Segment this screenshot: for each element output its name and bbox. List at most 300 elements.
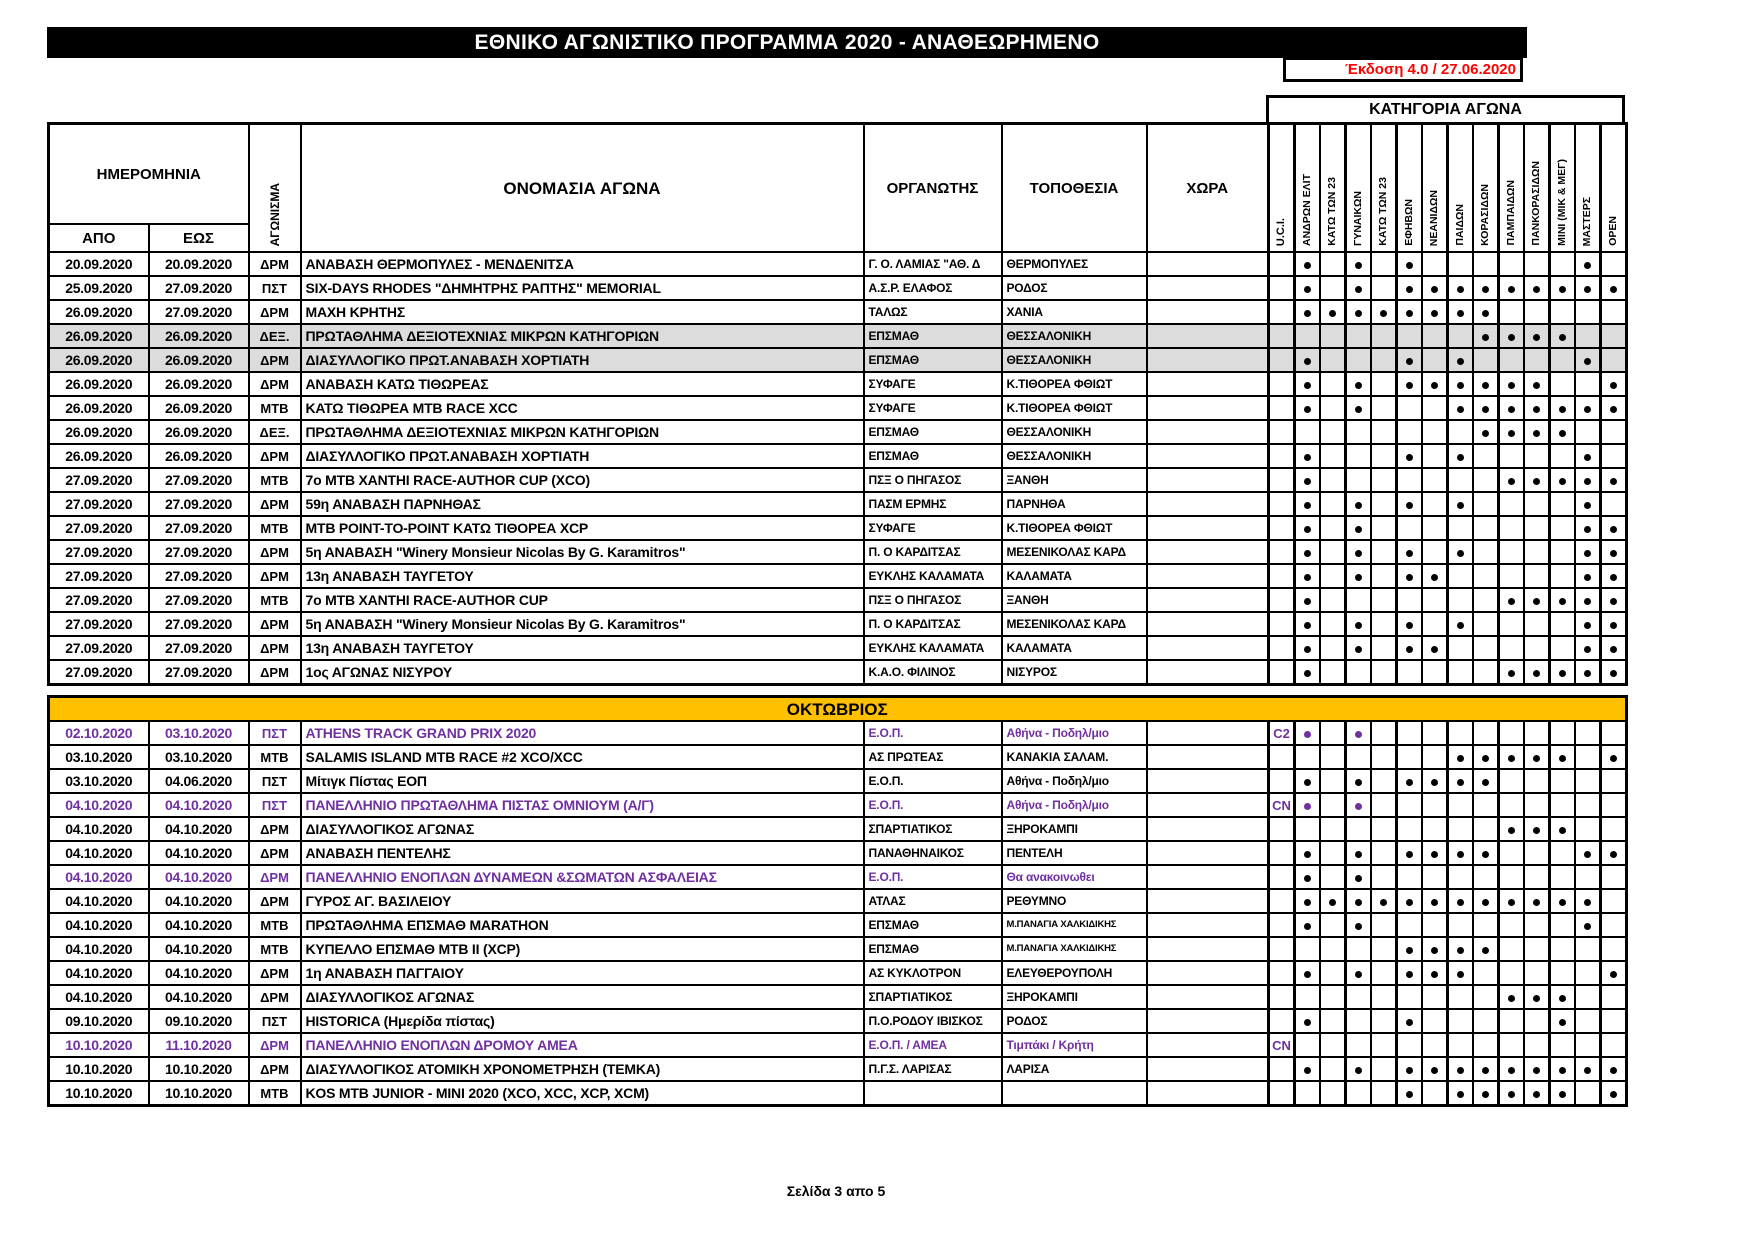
location-cell: ΜΕΣΕΝΙΚΟΛΑΣ ΚΑΡΔ (1002, 540, 1147, 564)
uci-code-cell (1269, 1081, 1295, 1106)
event-type-cell: ΔΡΜ (249, 1033, 301, 1057)
category-cell (1320, 817, 1346, 841)
category-dot (1482, 406, 1489, 413)
category-dot (1431, 947, 1438, 954)
category-cell (1371, 889, 1397, 913)
race-row (49, 1057, 1627, 1081)
category-cell (1524, 396, 1550, 420)
category-dot (1559, 670, 1566, 677)
country-cell (1147, 865, 1269, 889)
category-dot (1533, 598, 1540, 605)
race-name-cell: 5η ΑΝΑΒΑΣΗ "Winery Monsieur Nicolas By G. Karamitros" (301, 612, 864, 636)
category-dot (1431, 971, 1438, 978)
category-cell (1422, 1009, 1448, 1033)
category-cell (1422, 865, 1448, 889)
location-cell: ΘΕΣΣΑΛΟΝΙΚΗ (1002, 444, 1147, 468)
category-header-4: ΕΦΗΒΩΝ (1397, 124, 1423, 253)
country-cell (1147, 961, 1269, 985)
date-to-cell: 26.09.2020 (149, 348, 249, 372)
category-cell (1397, 444, 1423, 468)
category-dot (1508, 382, 1515, 389)
category-cell (1473, 865, 1499, 889)
category-cell (1320, 937, 1346, 961)
category-dot (1584, 598, 1591, 605)
category-cell (1524, 937, 1550, 961)
organizer-cell: Π. Ο ΚΑΡΔΙΤΣΑΣ (864, 540, 1002, 564)
category-dot (1533, 670, 1540, 677)
category-cell (1448, 276, 1474, 300)
location-cell: ΘΕΣΣΑΛΟΝΙΚΗ (1002, 324, 1147, 348)
category-cell (1473, 937, 1499, 961)
category-dot (1533, 995, 1540, 1002)
race-name-cell: 13η ΑΝΑΒΑΣΗ ΤΑΥΓΕΤΟΥ (301, 636, 864, 660)
uci-code-cell (1269, 564, 1295, 588)
category-cell (1397, 1057, 1423, 1081)
category-group-header: ΚΑΤΗΓΟΡΙΑ ΑΓΩΝΑ (1266, 95, 1625, 125)
country-cell (1147, 324, 1269, 348)
category-cell (1448, 817, 1474, 841)
category-cell (1397, 1009, 1423, 1033)
date-from-cell: 04.10.2020 (49, 985, 149, 1009)
category-cell (1550, 564, 1576, 588)
organizer-cell: ΕΥΚΛΗΣ ΚΑΛΑΜΑΤΑ (864, 564, 1002, 588)
category-cell (1550, 372, 1576, 396)
category-cell (1397, 324, 1423, 348)
category-cell (1320, 252, 1346, 276)
category-cell (1550, 721, 1576, 745)
category-dot (1482, 382, 1489, 389)
organizer-cell: Ε.Ο.Π. (864, 793, 1002, 817)
race-row (49, 817, 1627, 841)
category-cell (1499, 564, 1525, 588)
category-cell (1448, 540, 1474, 564)
organizer-cell: ΕΠΣΜΑΘ (864, 348, 1002, 372)
category-dot (1584, 899, 1591, 906)
category-dot (1610, 574, 1617, 581)
date-from-cell: 03.10.2020 (49, 769, 149, 793)
category-header-5: ΝΕΑΝΙΔΩΝ (1422, 124, 1448, 253)
date-from-cell: 27.09.2020 (49, 540, 149, 564)
category-cell (1575, 721, 1601, 745)
category-cell (1575, 889, 1601, 913)
category-cell (1550, 745, 1576, 769)
category-dot (1431, 851, 1438, 858)
category-cell (1371, 913, 1397, 937)
category-cell (1473, 444, 1499, 468)
category-cell (1397, 660, 1423, 685)
event-type-cell: ΔΡΜ (249, 252, 301, 276)
category-cell (1295, 769, 1321, 793)
date-to-cell: 04.10.2020 (149, 913, 249, 937)
category-cell (1499, 793, 1525, 817)
category-dot (1559, 478, 1566, 485)
category-cell (1550, 324, 1576, 348)
category-cell (1295, 1033, 1321, 1057)
event-type-cell: ΔΡΜ (249, 564, 301, 588)
race-name-cell: 7ο ΜΤΒ XANTHI RACE-AUTHOR CUP (301, 588, 864, 612)
category-cell (1295, 636, 1321, 660)
category-dot (1584, 262, 1591, 269)
event-type-cell: ΠΣΤ (249, 276, 301, 300)
event-type-cell: ΔΡΜ (249, 492, 301, 516)
category-dot (1406, 1067, 1413, 1074)
uci-code-cell (1269, 348, 1295, 372)
location-cell: Τιμπάκι / Κρήτη (1002, 1033, 1147, 1057)
date-to-cell: 26.09.2020 (149, 324, 249, 348)
category-cell (1371, 961, 1397, 985)
category-cell (1422, 324, 1448, 348)
category-cell (1601, 612, 1627, 636)
category-dot (1380, 310, 1387, 317)
category-cell (1524, 865, 1550, 889)
event-type-cell: ΜΤΒ (249, 1081, 301, 1106)
category-cell (1346, 1033, 1372, 1057)
date-to-cell: 27.09.2020 (149, 564, 249, 588)
category-dot (1584, 923, 1591, 930)
category-cell (1295, 372, 1321, 396)
organizer-cell: ΠΣΞ Ο ΠΗΓΑΣΟΣ (864, 588, 1002, 612)
category-dot (1431, 779, 1438, 786)
uci-code-cell (1269, 276, 1295, 300)
category-cell (1346, 841, 1372, 865)
race-row (49, 985, 1627, 1009)
category-cell (1601, 1081, 1627, 1106)
category-cell (1575, 612, 1601, 636)
category-cell (1601, 492, 1627, 516)
category-dot (1355, 1067, 1362, 1074)
country-cell (1147, 348, 1269, 372)
organizer-cell: Ε.Ο.Π. / ΑΜΕΑ (864, 1033, 1002, 1057)
category-dot (1559, 1091, 1566, 1098)
date-from-cell: 26.09.2020 (49, 372, 149, 396)
category-cell (1397, 793, 1423, 817)
category-dot (1304, 286, 1311, 293)
category-cell (1448, 564, 1474, 588)
category-cell (1295, 961, 1321, 985)
location-cell: Αθήνα - Ποδηλ/μιο (1002, 769, 1147, 793)
race-name-cell: ΑΝΑΒΑΣΗ ΠΕΝΤΕΛΗΣ (301, 841, 864, 865)
category-dot (1304, 971, 1311, 978)
category-cell (1397, 937, 1423, 961)
date-to-cell: 03.10.2020 (149, 721, 249, 745)
category-dot (1533, 827, 1540, 834)
organizer-cell: ΕΠΣΜΑΘ (864, 420, 1002, 444)
category-cell (1524, 516, 1550, 540)
category-cell (1320, 636, 1346, 660)
page-title: ΕΘΝΙΚΟ ΑΓΩΝΙΣΤΙΚΟ ΠΡΟΓΡΑΜΜΑ 2020 - ΑΝΑΘΕΩΡΗΜΕΝΟ (47, 27, 1527, 58)
september-schedule-table (47, 122, 1628, 686)
date-to-cell: 04.10.2020 (149, 865, 249, 889)
race-row (49, 276, 1627, 300)
category-cell (1499, 1033, 1525, 1057)
location-cell (1002, 1081, 1147, 1106)
category-cell (1422, 300, 1448, 324)
category-cell (1601, 817, 1627, 841)
organizer-cell: Ε.Ο.Π. (864, 721, 1002, 745)
category-cell (1320, 372, 1346, 396)
category-cell (1473, 1009, 1499, 1033)
race-name-cell: ΔΙΑΣΥΛΛΟΓΙΚΟΣ ΑΤΟΜΙΚΗ ΧΡΟΝΟΜΕΤΡΗΣΗ (ΤΕΜΚΑ) (301, 1057, 864, 1081)
category-cell (1524, 1081, 1550, 1106)
category-cell (1601, 913, 1627, 937)
category-cell (1473, 300, 1499, 324)
category-cell (1550, 865, 1576, 889)
category-cell (1524, 300, 1550, 324)
category-cell (1295, 913, 1321, 937)
category-cell (1448, 396, 1474, 420)
country-cell (1147, 721, 1269, 745)
category-dot (1304, 310, 1311, 317)
country-cell (1147, 540, 1269, 564)
category-cell (1320, 841, 1346, 865)
category-cell (1448, 769, 1474, 793)
race-name-cell: ΠΡΩΤΑΘΛΗΜΑ ΔΕΞΙΟΤΕΧΝΙΑΣ ΜΙΚΡΩΝ ΚΑΤΗΓΟΡΙΩΝ (301, 420, 864, 444)
category-cell (1371, 372, 1397, 396)
category-dot (1406, 646, 1413, 653)
category-cell (1346, 468, 1372, 492)
location-cell: Μ.ΠΑΝΑΓΙΑ ΧΑΛΚΙΔΙΚΗΣ (1002, 913, 1147, 937)
date-from-cell: 26.09.2020 (49, 396, 149, 420)
event-type-cell: ΔΡΜ (249, 660, 301, 685)
event-type-cell: ΠΣΤ (249, 721, 301, 745)
location-cell: ΠΕΝΤΕΛΗ (1002, 841, 1147, 865)
category-dot (1457, 779, 1464, 786)
category-cell (1346, 348, 1372, 372)
category-cell (1550, 636, 1576, 660)
category-cell (1473, 1033, 1499, 1057)
race-row (49, 793, 1627, 817)
category-cell (1448, 636, 1474, 660)
organizer-cell: Ε.Ο.Π. (864, 865, 1002, 889)
category-cell (1448, 348, 1474, 372)
category-dot (1355, 550, 1362, 557)
race-name-cell: ΠΑΝΕΛΛΗΝΙΟ ΕΝΟΠΛΩΝ ΔΡΟΜΟΥ ΑΜΕΑ (301, 1033, 864, 1057)
uci-code-cell (1269, 913, 1295, 937)
category-dot (1584, 670, 1591, 677)
month-banner: ΟΚΤΩΒΡΙΟΣ (49, 697, 1627, 722)
organizer-cell: Κ.Α.Ο. ΦΙΛΙΝΟΣ (864, 660, 1002, 685)
category-cell (1473, 660, 1499, 685)
category-cell (1575, 660, 1601, 685)
category-cell (1550, 937, 1576, 961)
category-cell (1422, 745, 1448, 769)
organizer-cell: ΣΥΦΑΓΕ (864, 516, 1002, 540)
category-cell (1499, 300, 1525, 324)
category-cell (1448, 300, 1474, 324)
category-dot (1329, 899, 1336, 906)
event-type-cell: ΔΡΜ (249, 985, 301, 1009)
category-cell (1371, 721, 1397, 745)
category-cell (1320, 1033, 1346, 1057)
category-cell (1320, 913, 1346, 937)
category-dot (1508, 755, 1515, 762)
race-name-cell: ΔΙΑΣΥΛΛΟΓΙΚΟ ΠΡΩΤ.ΑΝΑΒΑΣΗ ΧΟΡΤΙΑΤΗ (301, 444, 864, 468)
organizer-cell: Π. Ο ΚΑΡΔΙΤΣΑΣ (864, 612, 1002, 636)
category-cell (1371, 817, 1397, 841)
category-cell (1448, 492, 1474, 516)
category-cell (1320, 769, 1346, 793)
category-cell (1575, 745, 1601, 769)
country-cell (1147, 588, 1269, 612)
category-cell (1422, 252, 1448, 276)
race-row (49, 492, 1627, 516)
category-cell (1295, 817, 1321, 841)
category-cell (1550, 1057, 1576, 1081)
event-type-cell: ΔΡΜ (249, 540, 301, 564)
category-cell (1499, 841, 1525, 865)
race-row (49, 372, 1627, 396)
race-row (49, 564, 1627, 588)
category-cell (1601, 745, 1627, 769)
category-cell (1371, 612, 1397, 636)
category-dot (1406, 262, 1413, 269)
category-cell (1320, 420, 1346, 444)
category-cell (1550, 276, 1576, 300)
category-dot (1406, 550, 1413, 557)
location-cell: ΘΕΡΜΟΠΥΛΕΣ (1002, 252, 1147, 276)
category-cell (1397, 492, 1423, 516)
date-to-cell: 27.09.2020 (149, 540, 249, 564)
country-cell (1147, 372, 1269, 396)
category-dot (1304, 670, 1311, 677)
category-cell (1397, 516, 1423, 540)
uci-code-cell (1269, 516, 1295, 540)
race-name-cell: ΔΙΑΣΥΛΛΟΓΙΚΟΣ ΑΓΩΝΑΣ (301, 817, 864, 841)
category-cell (1575, 636, 1601, 660)
location-cell: Μ.ΠΑΝΑΓΙΑ ΧΑΛΚΙΔΙΚΗΣ (1002, 937, 1147, 961)
category-dot (1406, 779, 1413, 786)
category-cell (1601, 636, 1627, 660)
race-row (49, 300, 1627, 324)
category-dot (1533, 1091, 1540, 1098)
category-cell (1550, 468, 1576, 492)
category-cell (1346, 793, 1372, 817)
race-name-cell: ΚΥΠΕΛΛΟ ΕΠΣΜΑΘ ΜΤΒ ΙΙ (XCP) (301, 937, 864, 961)
category-dot (1482, 779, 1489, 786)
category-cell (1473, 1081, 1499, 1106)
category-cell (1397, 420, 1423, 444)
organizer-cell: Π.Ο.ΡΟΔΟΥ ΙΒΙΣΚΟΣ (864, 1009, 1002, 1033)
category-dot (1406, 310, 1413, 317)
category-cell (1448, 841, 1474, 865)
category-cell (1422, 492, 1448, 516)
category-dot (1508, 406, 1515, 413)
category-cell (1575, 985, 1601, 1009)
category-cell (1473, 636, 1499, 660)
category-cell (1422, 937, 1448, 961)
race-row (49, 324, 1627, 348)
category-cell (1448, 516, 1474, 540)
category-cell (1320, 564, 1346, 588)
category-dot (1610, 670, 1617, 677)
category-cell (1575, 841, 1601, 865)
category-cell (1422, 396, 1448, 420)
date-from-cell: 26.09.2020 (49, 300, 149, 324)
category-cell (1575, 540, 1601, 564)
category-cell (1320, 865, 1346, 889)
category-cell (1524, 420, 1550, 444)
country-cell (1147, 817, 1269, 841)
uci-code-cell (1269, 444, 1295, 468)
category-cell (1295, 300, 1321, 324)
country-cell (1147, 913, 1269, 937)
category-header-3: ΚΑΤΩ ΤΩΝ 23 (1371, 124, 1397, 253)
date-from-cell: 04.10.2020 (49, 913, 149, 937)
category-cell (1397, 961, 1423, 985)
category-cell (1550, 300, 1576, 324)
category-dot (1304, 598, 1311, 605)
category-cell (1575, 564, 1601, 588)
category-dot (1355, 923, 1362, 930)
category-cell (1320, 745, 1346, 769)
category-dot (1457, 755, 1464, 762)
category-cell (1346, 276, 1372, 300)
country-cell (1147, 841, 1269, 865)
category-dot (1533, 430, 1540, 437)
race-row (49, 660, 1627, 685)
category-dot (1482, 1067, 1489, 1074)
location-cell: ΚΑΛΑΜΑΤΑ (1002, 636, 1147, 660)
event-type-cell: ΠΣΤ (249, 793, 301, 817)
category-cell (1422, 468, 1448, 492)
category-cell (1550, 841, 1576, 865)
category-cell (1601, 961, 1627, 985)
category-cell (1346, 889, 1372, 913)
organizer-cell: ΕΥΚΛΗΣ ΚΑΛΑΜΑΤΑ (864, 636, 1002, 660)
location-cell: ΡΟΔΟΣ (1002, 1009, 1147, 1033)
organizer-cell: ΕΠΣΜΑΘ (864, 444, 1002, 468)
category-cell (1601, 420, 1627, 444)
category-cell (1320, 348, 1346, 372)
category-dot (1406, 947, 1413, 954)
category-cell (1295, 865, 1321, 889)
category-cell (1550, 889, 1576, 913)
date-to-cell: 27.09.2020 (149, 612, 249, 636)
category-dot (1304, 454, 1311, 461)
uci-code-cell: CN (1269, 793, 1295, 817)
event-type-cell: ΜΤΒ (249, 937, 301, 961)
category-cell (1473, 396, 1499, 420)
organizer-cell: ΕΠΣΜΑΘ (864, 937, 1002, 961)
category-cell (1601, 276, 1627, 300)
category-cell (1499, 721, 1525, 745)
category-cell (1371, 769, 1397, 793)
category-cell (1422, 612, 1448, 636)
category-cell (1346, 252, 1372, 276)
category-cell (1499, 252, 1525, 276)
category-cell (1575, 913, 1601, 937)
category-dot (1304, 622, 1311, 629)
category-dot (1584, 454, 1591, 461)
category-dot (1355, 646, 1362, 653)
country-cell (1147, 276, 1269, 300)
uci-code-cell: CN (1269, 1033, 1295, 1057)
category-cell (1397, 889, 1423, 913)
category-cell (1524, 889, 1550, 913)
uci-code-cell (1269, 1009, 1295, 1033)
organizer-cell: ΑΤΛΑΣ (864, 889, 1002, 913)
category-cell (1473, 516, 1499, 540)
category-cell (1601, 721, 1627, 745)
category-cell (1524, 961, 1550, 985)
category-dot (1508, 899, 1515, 906)
category-cell (1448, 444, 1474, 468)
category-cell (1550, 1009, 1576, 1033)
date-from-cell: 27.09.2020 (49, 588, 149, 612)
category-dot (1482, 899, 1489, 906)
country-cell (1147, 660, 1269, 685)
category-dot (1482, 430, 1489, 437)
